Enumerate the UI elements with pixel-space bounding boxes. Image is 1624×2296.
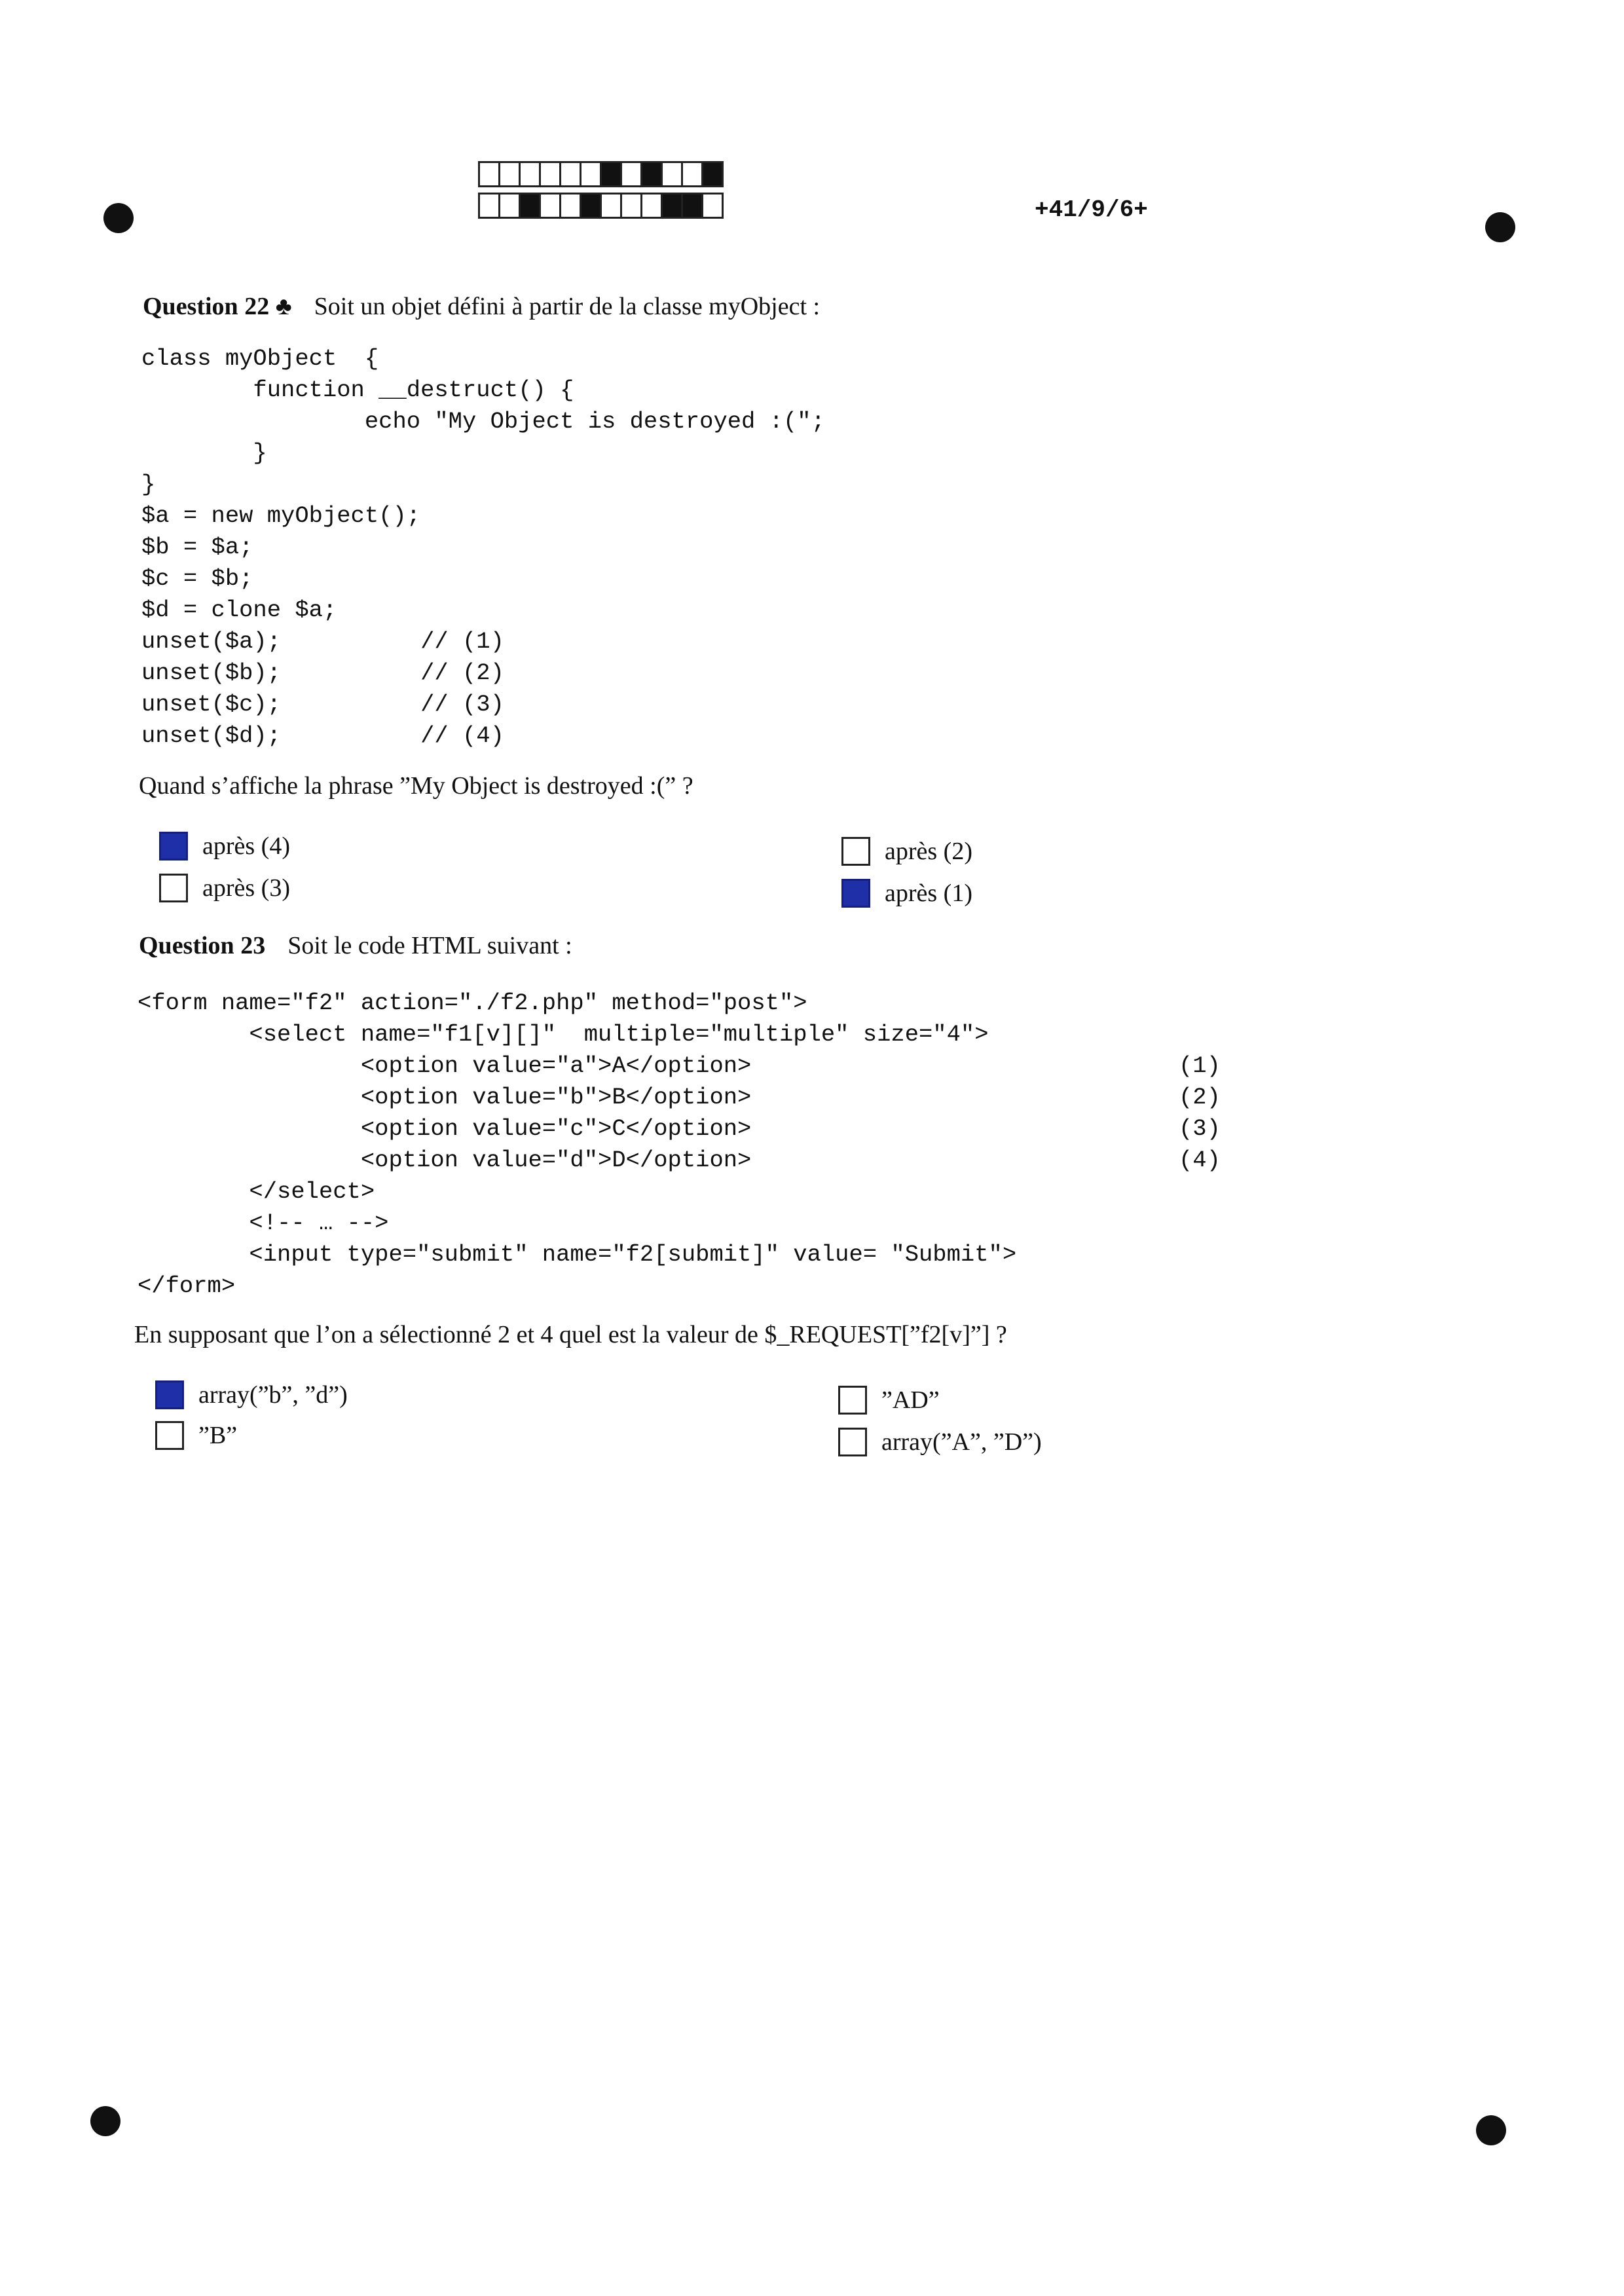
q23-option-AD[interactable] [838, 1386, 940, 1415]
barcode-cell [661, 193, 683, 219]
option-label: ”AD” [881, 1386, 940, 1414]
barcode-cell [620, 161, 642, 187]
q22-option-apres-1[interactable] [841, 879, 972, 908]
line-mark: (4) [1179, 1147, 1221, 1174]
barcode-cell [559, 193, 581, 219]
option-label: après (4) [202, 832, 290, 860]
question-23-text: Soit le code HTML suivant : [287, 932, 572, 959]
q23-option-B[interactable] [155, 1421, 237, 1450]
registration-dot-bottom-left [90, 2106, 120, 2136]
question-22-code: class myObject { function __destruct() { echo "My Object is destroyed :("; } } $a = new myObject(); $b = $a; $c = $b; $d = clone $a; unset($a); // (1) unset($b); // (2) unset($c); // (3) unset($d); // (4) [141, 345, 825, 749]
barcode-cell [539, 161, 561, 187]
option-label: ”B” [198, 1422, 238, 1449]
barcode-cell [661, 161, 683, 187]
q22-option-apres-4[interactable] [159, 832, 290, 861]
checkbox[interactable] [838, 1428, 867, 1456]
question-23-heading [139, 931, 572, 960]
barcode-cell [640, 161, 663, 187]
checkbox[interactable] [155, 1421, 184, 1450]
question-23-prompt: En supposant que l’on a sélectionné 2 et 4 quel est la valeur de $_REQUEST[”f2[v]”] ? [134, 1321, 1007, 1348]
barcode-cell [701, 161, 724, 187]
barcode-cell [539, 193, 561, 219]
checkbox[interactable] [841, 879, 870, 908]
q22-option-apres-3[interactable] [159, 874, 290, 902]
barcode-cell [580, 193, 602, 219]
q22-option-apres-2[interactable] [841, 837, 972, 866]
barcode-cell [580, 161, 602, 187]
barcode-cell [640, 193, 663, 219]
question-22-prompt: Quand s’affiche la phrase ”My Object is destroyed :(” ? [139, 772, 693, 800]
q23-option-array-A-D[interactable] [838, 1428, 1042, 1456]
page-code: +41/9/6+ [1035, 196, 1148, 223]
option-label: après (3) [202, 874, 290, 902]
question-23-code: <form name="f2" action="./f2.php" method="post"> <select name="f1[v][]" multiple="multiple" size="4"> <option value="a">A</option> <option value="b">B</option> <option value="c">C</option> <option value="d">D</option> </select> <!-- … --> <input type="submit" name="f2[submit]" value= "Submit"> </form> [138, 990, 1017, 1299]
barcode-cell [498, 193, 521, 219]
line-mark: (2) [1179, 1084, 1221, 1111]
barcode-cell [600, 161, 622, 187]
barcode-cell [519, 193, 541, 219]
registration-dot-top-left [103, 203, 134, 233]
option-label: après (2) [885, 838, 972, 865]
barcode-row-1 [478, 161, 722, 187]
barcode-cell [681, 193, 703, 219]
question-22-heading [143, 292, 820, 321]
barcode-cell [600, 193, 622, 219]
registration-dot-bottom-right [1476, 2115, 1506, 2145]
question-22-text: Soit un objet défini à partir de la classe myObject : [314, 293, 821, 320]
checkbox[interactable] [159, 832, 188, 861]
question-22-label: Question 22 ♣ [143, 293, 292, 320]
option-label: array(”A”, ”D”) [881, 1428, 1042, 1456]
barcode-cell [478, 161, 500, 187]
barcode-cell [620, 193, 642, 219]
checkbox[interactable] [159, 874, 188, 902]
barcode-cell [478, 193, 500, 219]
barcode-cell [519, 161, 541, 187]
barcode-cell [498, 161, 521, 187]
barcode-cell [559, 161, 581, 187]
barcode-cell [701, 193, 724, 219]
checkbox[interactable] [155, 1380, 184, 1409]
barcode-cell [681, 161, 703, 187]
barcode-row-2 [478, 193, 722, 219]
line-mark: (3) [1179, 1115, 1221, 1142]
line-mark: (1) [1179, 1052, 1221, 1079]
checkbox[interactable] [841, 837, 870, 866]
registration-dot-top-right [1485, 212, 1515, 242]
option-label: après (1) [885, 880, 972, 907]
checkbox[interactable] [838, 1386, 867, 1415]
question-23-label: Question 23 [139, 932, 266, 959]
q23-option-array-b-d[interactable] [155, 1380, 348, 1409]
option-label: array(”b”, ”d”) [198, 1381, 348, 1409]
line-marks [1179, 1050, 1221, 1176]
